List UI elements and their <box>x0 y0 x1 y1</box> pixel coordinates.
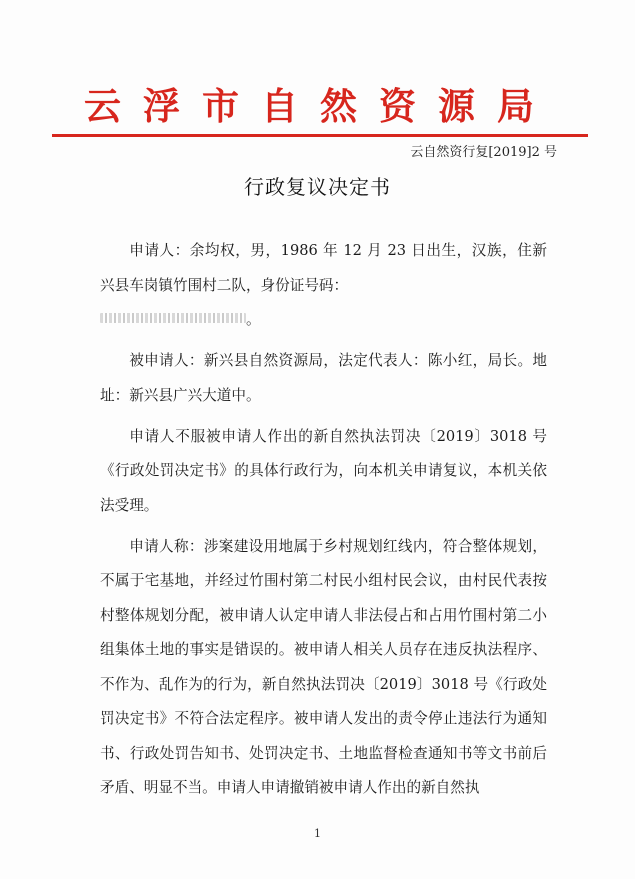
respondent-paragraph: 被申请人：新兴县自然资源局，法定代表人：陈小红，局长。地址：新兴县广兴大道中。 <box>100 352 547 404</box>
case-intro-paragraph: 申请人不服被申请人作出的新自然执法罚决〔2019〕3018 号《行政处罚决定书》的具体行政行为，向本机关申请复议，本机关依法受理。 <box>100 427 547 514</box>
applicant-text: 申请人：余均权，男，1986 年 12 月 23 日出生，汉族，住新兴县车岗镇竹围村二队，身份证号码： <box>100 242 547 294</box>
id-number-tail: 。 <box>246 311 262 328</box>
red-header-rule <box>52 134 588 137</box>
redacted-id-number <box>100 313 246 323</box>
id-number-line <box>100 311 262 328</box>
document-number: 云自然资行复[2019]2 号 <box>410 145 557 160</box>
applicant-paragraph <box>100 234 547 338</box>
document-body <box>100 234 547 806</box>
document-title: 行政复议决定书 <box>244 175 391 199</box>
organization-header: 云浮市自然资源局 <box>84 84 556 128</box>
page-number: 1 <box>314 827 321 840</box>
claim-paragraph: 申请人称：涉案建设用地属于乡村规划红线内，符合整体规划，不属于宅基地，并经过竹围村第二村民小组村民会议，由村民代表按村整体规划分配，被申请人认定申请人非法侵占和占用竹围村第二小组集体土地的事实是错误的。被申请人相关人员存在违反执法程序、不作为、乱作为的行为，新自然执法罚决〔2019〕3018 号《行政处罚决定书》不符合法定程序。被申请人发出的责令停止违法行为通知书、行政处罚告知书、处罚决定书、土地监督检查通知书等文书前后矛盾、明显不当。申请人申请撤销被申请人作出的新自然执 <box>100 537 547 796</box>
